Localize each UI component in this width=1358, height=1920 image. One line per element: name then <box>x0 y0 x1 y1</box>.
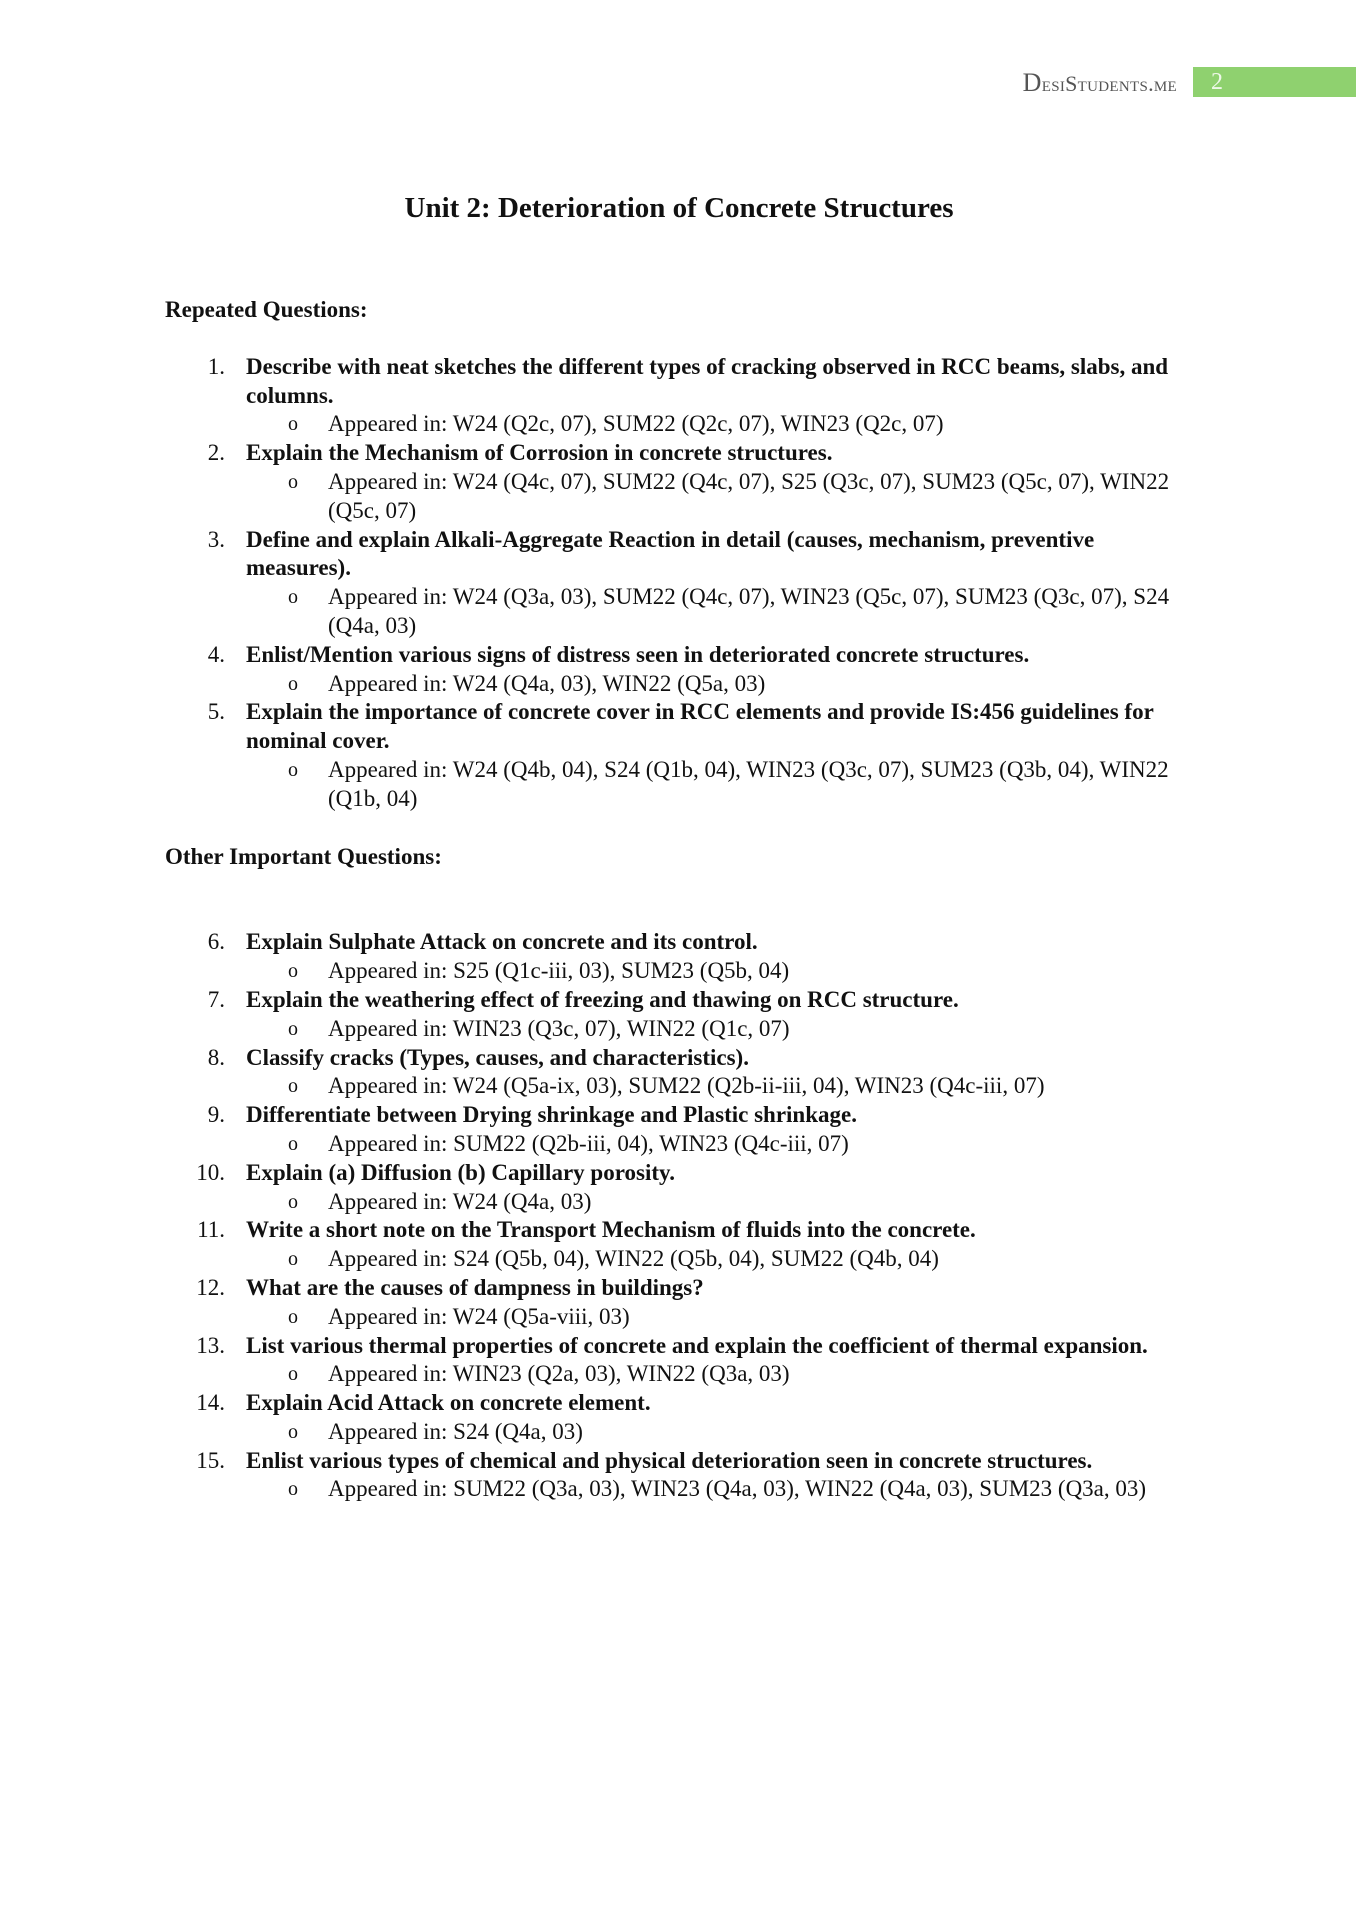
question-number: 9. <box>207 1102 225 1128</box>
appeared-in <box>165 1188 1185 1217</box>
question-number: 7. <box>207 986 225 1012</box>
question-text: Explain Acid Attack on concrete element. <box>246 1390 651 1416</box>
appeared-in-text: Appeared in: W24 (Q4a, 03), WIN22 (Q5a, 03) <box>328 670 766 696</box>
question-text: Differentiate between Drying shrinkage and Plastic shrinkage. <box>246 1102 857 1128</box>
question-content <box>165 296 1185 1504</box>
question-number: 4. <box>207 641 225 667</box>
bullet-icon: o <box>288 1075 298 1098</box>
appeared-in-text: Appeared in: WIN23 (Q2a, 03), WIN22 (Q3a, 03) <box>328 1361 790 1387</box>
appeared-in <box>165 1072 1185 1101</box>
appeared-in <box>165 1475 1185 1504</box>
question-item <box>165 1274 1185 1332</box>
question-number: 1. <box>207 353 225 379</box>
appeared-in <box>165 1245 1185 1274</box>
bullet-icon: o <box>288 1420 298 1443</box>
question-number: 3. <box>207 526 225 552</box>
question-text: What are the causes of dampness in buildings? <box>246 1274 704 1300</box>
question-item <box>165 353 1185 439</box>
question <box>165 698 1185 756</box>
question-text: Write a short note on the Transport Mechanism of fluids into the concrete. <box>246 1217 976 1243</box>
question <box>165 928 1185 957</box>
appeared-in-text: Appeared in: WIN23 (Q3c, 07), WIN22 (Q1c, 07) <box>328 1015 790 1041</box>
question <box>165 1101 1185 1130</box>
appeared-in <box>165 583 1185 641</box>
appeared-in <box>165 1418 1185 1447</box>
appeared-in <box>165 468 1185 526</box>
appeared-in-text: Appeared in: W24 (Q4a, 03) <box>328 1188 592 1214</box>
appeared-in <box>165 410 1185 439</box>
question-item <box>165 641 1185 699</box>
appeared-in <box>165 1303 1185 1332</box>
question-text: Classify cracks (Types, causes, and characteristics). <box>246 1044 749 1070</box>
question-item <box>165 526 1185 641</box>
appeared-in-text: Appeared in: S24 (Q5b, 04), WIN22 (Q5b, 04), SUM22 (Q4b, 04) <box>328 1246 939 1272</box>
page-title: Unit 2: Deterioration of Concrete Structures <box>404 192 954 224</box>
question <box>165 1216 1185 1245</box>
bullet-icon: o <box>288 586 298 609</box>
appeared-in-text: Appeared in: W24 (Q2c, 07), SUM22 (Q2c, 07), WIN23 (Q2c, 07) <box>328 411 944 437</box>
question-list <box>165 928 1185 1504</box>
appeared-in-text: Appeared in: W24 (Q5a-ix, 03), SUM22 (Q2b-ii-iii, 04), WIN23 (Q4c-iii, 07) <box>328 1073 1045 1099</box>
question <box>165 526 1185 584</box>
question-item <box>165 928 1185 986</box>
question <box>165 641 1185 670</box>
question-number: 13. <box>196 1332 225 1358</box>
appeared-in-text: Appeared in: W24 (Q3a, 03), SUM22 (Q4c, 07), WIN23 (Q5c, 07), SUM23 (Q3c, 07), S24 (Q4a, 03) <box>328 584 1170 638</box>
question-number: 2. <box>207 440 225 466</box>
appeared-in <box>165 1130 1185 1159</box>
bullet-icon: o <box>288 758 298 781</box>
question-number: 10. <box>196 1159 225 1185</box>
bullet-icon: o <box>288 1478 298 1501</box>
appeared-in <box>165 756 1185 814</box>
appeared-in-text: Appeared in: SUM22 (Q2b-iii, 04), WIN23 (Q4c-iii, 07) <box>328 1130 849 1156</box>
question <box>165 1044 1185 1073</box>
question-item <box>165 986 1185 1044</box>
question-list <box>165 353 1185 814</box>
question <box>165 353 1185 411</box>
question-text: Explain the importance of concrete cover in RCC elements and provide IS:456 guidelines for nominal cover. <box>246 699 1154 754</box>
appeared-in <box>165 1015 1185 1044</box>
question-text: Define and explain Alkali-Aggregate Reaction in detail (causes, mechanism, preventive measures). <box>246 526 1095 581</box>
question <box>165 986 1185 1015</box>
bullet-icon: o <box>288 1305 298 1328</box>
question <box>165 439 1185 468</box>
question-item <box>165 439 1185 525</box>
appeared-in-text: Appeared in: W24 (Q4b, 04), S24 (Q1b, 04), WIN23 (Q3c, 07), SUM23 (Q3b, 04), WIN22 (Q1b, 04) <box>328 756 1169 811</box>
question-item <box>165 1216 1185 1274</box>
bullet-icon: o <box>288 1017 298 1040</box>
appeared-in-text: Appeared in: W24 (Q5a-viii, 03) <box>328 1303 630 1329</box>
question <box>165 1274 1185 1303</box>
question-number: 5. <box>207 699 225 725</box>
question-number: 15. <box>196 1447 225 1473</box>
appeared-in <box>165 670 1185 699</box>
question-text: Enlist various types of chemical and physical deterioration seen in concrete structures. <box>246 1447 1093 1473</box>
question-text: Explain Sulphate Attack on concrete and its control. <box>246 929 758 955</box>
section-heading: Other Important Questions: <box>165 843 442 869</box>
question-item <box>165 1389 1185 1447</box>
question <box>165 1389 1185 1418</box>
bullet-icon: o <box>288 960 298 983</box>
question-text: Explain the Mechanism of Corrosion in concrete structures. <box>246 440 833 466</box>
bullet-icon: o <box>288 1132 298 1155</box>
question <box>165 1447 1185 1476</box>
question-number: 6. <box>207 929 225 955</box>
question-item <box>165 698 1185 813</box>
bullet-icon: o <box>288 672 298 695</box>
appeared-in-text: Appeared in: S25 (Q1c-iii, 03), SUM23 (Q5b, 04) <box>328 958 790 984</box>
question <box>165 1159 1185 1188</box>
bullet-icon: o <box>288 413 298 436</box>
appeared-in <box>165 1360 1185 1389</box>
question-number: 12. <box>196 1274 225 1300</box>
bullet-icon: o <box>288 1248 298 1271</box>
question-number: 8. <box>207 1044 225 1070</box>
appeared-in-text: Appeared in: SUM22 (Q3a, 03), WIN23 (Q4a, 03), WIN22 (Q4a, 03), SUM23 (Q3a, 03) <box>328 1476 1147 1502</box>
bullet-icon: o <box>288 470 298 493</box>
question-text: Explain the weathering effect of freezing and thawing on RCC structure. <box>246 986 959 1012</box>
question-item <box>165 1447 1185 1505</box>
appeared-in-text: Appeared in: W24 (Q4c, 07), SUM22 (Q4c, 07), S25 (Q3c, 07), SUM23 (Q5c, 07), WIN22 (Q5c, 07) <box>328 468 1170 523</box>
question-text: List various thermal properties of concrete and explain the coefficient of thermal expansion. <box>246 1332 1148 1358</box>
question-text: Describe with neat sketches the different types of cracking observed in RCC beams, slabs, and columns. <box>246 353 1169 408</box>
site-name: DesiStudents.me <box>1022 68 1177 97</box>
question-number: 11. <box>197 1217 225 1243</box>
page-number-badge: 2 <box>1193 67 1356 97</box>
appeared-in <box>165 957 1185 986</box>
question-item <box>165 1332 1185 1390</box>
question-text: Enlist/Mention various signs of distress seen in deteriorated concrete structures. <box>246 641 1030 667</box>
bullet-icon: o <box>288 1190 298 1213</box>
question-text: Explain (a) Diffusion (b) Capillary porosity. <box>246 1159 675 1185</box>
question <box>165 1332 1185 1361</box>
section-heading: Repeated Questions: <box>165 297 368 322</box>
question-item <box>165 1101 1185 1159</box>
bullet-icon: o <box>288 1363 298 1386</box>
question-item <box>165 1159 1185 1217</box>
question-number: 14. <box>196 1390 225 1416</box>
appeared-in-text: Appeared in: S24 (Q4a, 03) <box>328 1418 583 1444</box>
question-item <box>165 1044 1185 1102</box>
